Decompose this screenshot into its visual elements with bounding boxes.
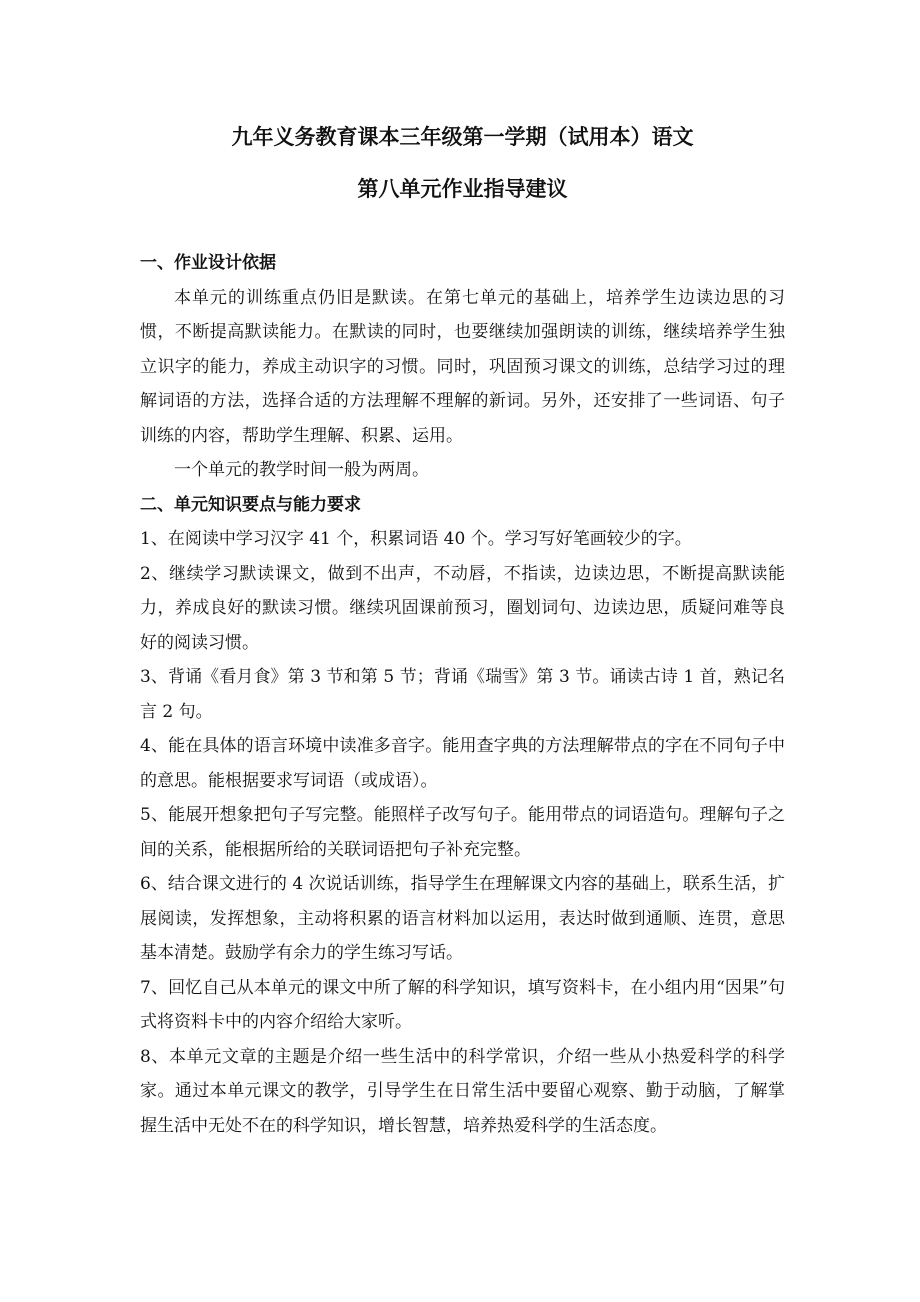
- basis-paragraph: 本单元的训练重点仍旧是默读。在第七单元的基础上，培养学生边读边思的习惯，不断提高默读能力。在默读的同时，也要继续加强朗读的训练，继续培养学生独立识字的能力，养成主动识字的习惯。同时，巩固预习课文的训练，总结学习过的理解词语的方法，选择合适的方法理解不理解的新词。另外，还安排了一些词语、句子训练的内容，帮助学生理解、积累、运用。: [140, 287, 785, 446]
- list-item: 6、结合课文进行的 4 次说话训练，指导学生在理解课文内容的基础上，联系生活，扩展阅读，发挥想象，主动将积累的语言材料加以运用，表达时做到通顺、连贯，意思基本清楚。鼓励学有余力的学生练习写话。: [140, 874, 785, 963]
- list-item: 8、本单元文章的主题是介绍一些生活中的科学常识，介绍一些从小热爱科学的科学家。通过本单元课文的教学，引导学生在日常生活中要留心观察、勤于动脑，了解掌握生活中无处不在的科学知识，增长智慧，培养热爱科学的生活态度。: [140, 1046, 785, 1136]
- teaching-time-paragraph: 一个单元的教学时间一般为两周。: [174, 460, 429, 480]
- document-title: 九年义务教育课本三年级第一学期（试用本）语文: [231, 124, 694, 149]
- list-item: 5、能展开想象把句子写完整。能照样子改写句子。能用带点的词语造句。理解句子之间的关系，能根据所给的关联词语把句子补充完整。: [140, 805, 785, 860]
- list-item: 3、背诵《看月食》第 3 节和第 5 节；背诵《瑞雪》第 3 节。诵读古诗 1 首，熟记名言 2 句。: [140, 667, 785, 722]
- section-heading-requirements: 二、单元知识要点与能力要求: [140, 494, 361, 515]
- list-item: 7、回忆自己从本单元的课文中所了解的科学知识，填写资料卡，在小组内用“因果”句式将资料卡中的内容介绍给大家听。: [140, 977, 785, 1032]
- document-page: [140, 112, 785, 1143]
- list-item: 1、在阅读中学习汉字 41 个，积累词语 40 个。学习写好笔画较少的字。: [140, 529, 692, 549]
- list-item: 4、能在具体的语言环境中读准多音字。能用查字典的方法理解带点的字在不同句子中的意思。能根据要求写词语（或成语）。: [140, 736, 785, 791]
- list-item: 2、继续学习默读课文，做到不出声，不动唇，不指读，边读边思，不断提高默读能力，养成良好的默读习惯。继续巩固课前预习，圈划词句、边读边思，质疑问难等良好的阅读习惯。: [140, 563, 785, 653]
- document-subtitle: 第八单元作业指导建议: [357, 176, 568, 201]
- section-heading-basis: 一、作业设计依据: [140, 253, 276, 273]
